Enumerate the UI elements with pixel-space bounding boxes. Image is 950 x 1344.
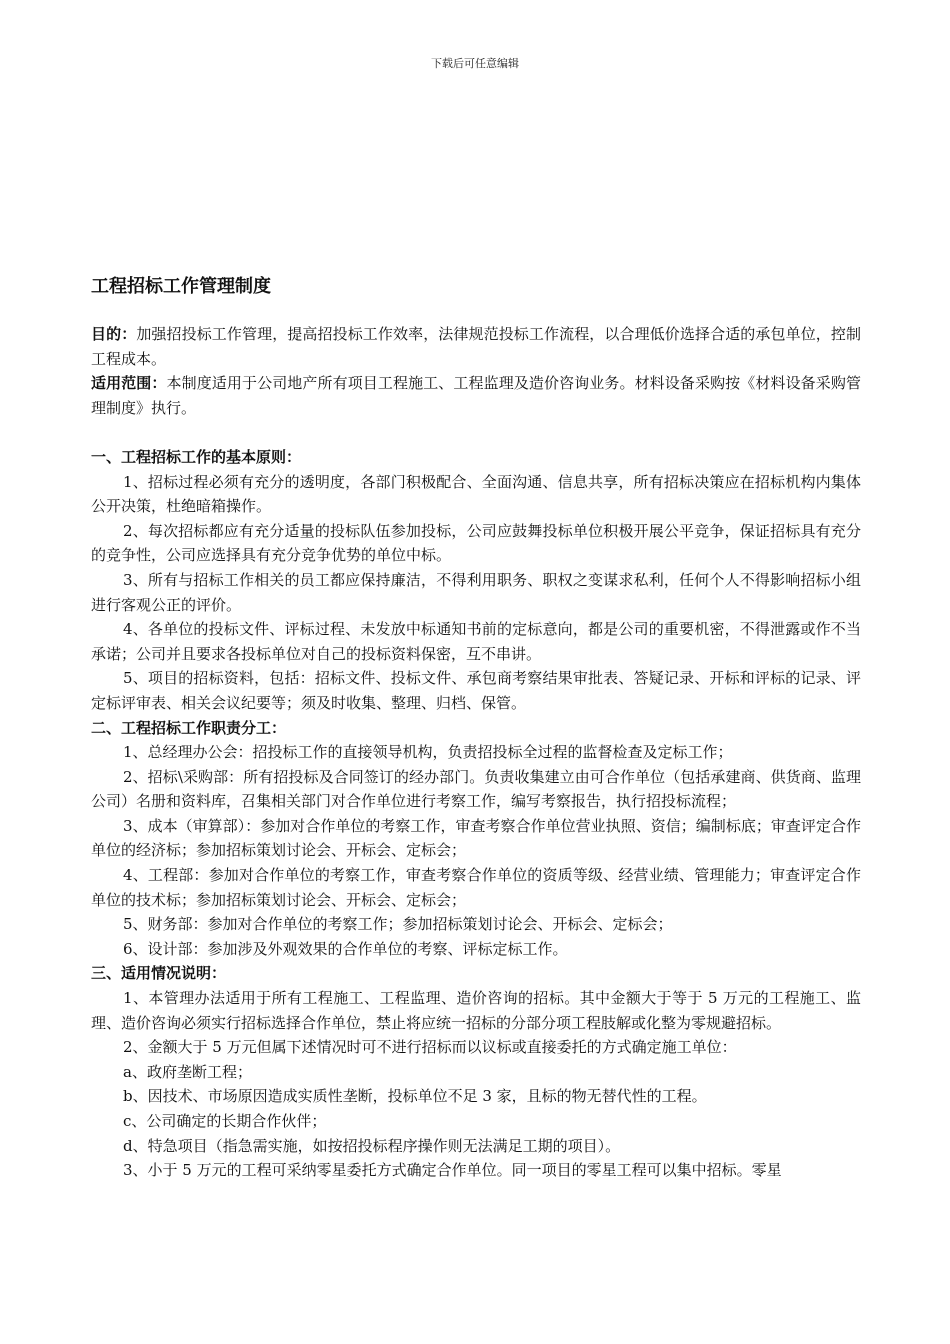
purpose-paragraph	[91, 322, 861, 371]
section-3-item: c、公司确定的长期合作伙伴；	[123, 1112, 327, 1130]
spacer	[91, 420, 861, 445]
section-3-item: 2、金额大于 5 万元但属下述情况时可不进行招标而以议标或直接委托的方式确定施工单位：	[123, 1038, 737, 1057]
section-1-item: 5、项目的招标资料，包括：招标文件、投标文件、承包商考察结果审批表、答疑记录、开标和评标的记录、评定标评审表、相关会议纪要等；须及时收集、整理、归档、保管。	[91, 669, 861, 712]
section-3-item: d、特急项目（指急需实施，如按招投标程序操作则无法满足工期的项目）。	[123, 1136, 621, 1155]
section-2-heading: 二、工程招标工作职责分工：	[91, 718, 287, 737]
purpose-label: 目的：	[91, 325, 137, 343]
section-1-item: 2、每次招标都应有充分适量的投标队伍参加投标，公司应鼓舞投标单位积极开展公平竞争，保证招标具有充分的竞争性，公司应选择具有充分竞争优势的单位中标。	[91, 521, 861, 565]
section-3-item: 3、小于 5 万元的工程可采纳零星委托方式确定合作单位。同一项目的零星工程可以集中招标。零星	[123, 1161, 782, 1180]
section-1-item: 3、所有与招标工作相关的员工都应保持廉洁，不得利用职务、职权之变谋求私利，任何个人不得影响招标小组进行客观公正的评价。	[91, 570, 861, 614]
page-header: 下载后可任意编辑	[431, 57, 519, 70]
section-2-item: 5、财务部：参加对合作单位的考察工作；参加招标策划讨论会、开标会、定标会；	[123, 915, 673, 934]
section-2-item: 3、成本（审算部）：参加对合作单位的考察工作，审查考察合作单位营业执照、资信；编制标底；审查评定合作单位的经济标；参加招标策划讨论会、开标会、定标会；	[91, 816, 861, 860]
section-2-item: 2、招标\采购部：所有招投标及合同签订的经办部门。负责收集建立由可合作单位（包括承建商、供货商、监理公司）名册和资料库，召集相关部门对合作单位进行考察工作，编写考察报告，执行招投标流程；	[91, 767, 861, 811]
purpose-text: 加强招投标工作管理，提高招投标工作效率，法律规范投标工作流程，以合理低价选择合适的承包单位，控制工程成本。	[91, 325, 861, 368]
section-1-item: 4、各单位的投标文件、评标过程、未发放中标通知书前的定标意向，都是公司的重要机密，不得泄露或作不当承诺；公司并且要求各投标单位对自己的投标资料保密，互不串讲。	[91, 620, 861, 663]
scope-text: 本制度适用于公司地产所有项目工程施工、工程监理及造价咨询业务。材料设备采购按《材料设备采购管理制度》执行。	[91, 374, 861, 417]
section-3-item: b、因技术、市场原因造成实质性垄断，投标单位不足 3 家，且标的物无替代性的工程。	[123, 1087, 707, 1106]
scope-paragraph	[91, 371, 861, 420]
section-3-item: 1、本管理办法适用于所有工程施工、工程监理、造价咨询的招标。其中金额大于等于 5 万元的工程施工、监理、造价咨询必须实行招标选择合作单位，禁止将应统一招标的分部分项工程肢解或化整为零规避招标。	[91, 989, 861, 1032]
section-1-heading: 一、工程招标工作的基本原则：	[91, 447, 302, 466]
section-2-item: 4、工程部：参加对合作单位的考察工作，审查考察合作单位的资质等级、经营业绩、管理能力；审查评定合作单位的技术标；参加招标策划讨论会、开标会、定标会；	[91, 866, 861, 909]
section-3-heading: 三、适用情况说明：	[91, 964, 227, 983]
section-2-item: 6、设计部：参加涉及外观效果的合作单位的考察、评标定标工作。	[123, 939, 568, 958]
section-2-item: 1、总经理办公会：招投标工作的直接领导机构，负责招投标全过程的监督检查及定标工作；	[123, 743, 733, 762]
section-3-item: a、政府垄断工程；	[123, 1062, 252, 1081]
document-title: 工程招标工作管理制度	[91, 276, 271, 297]
section-1-item: 1、招标过程必须有充分的透明度，各部门积极配合、全面沟通、信息共享，所有招标决策应在招标机构内集体公开决策，杜绝暗箱操作。	[91, 472, 861, 516]
scope-label: 适用范围：	[91, 374, 167, 393]
document-body	[91, 274, 861, 1183]
